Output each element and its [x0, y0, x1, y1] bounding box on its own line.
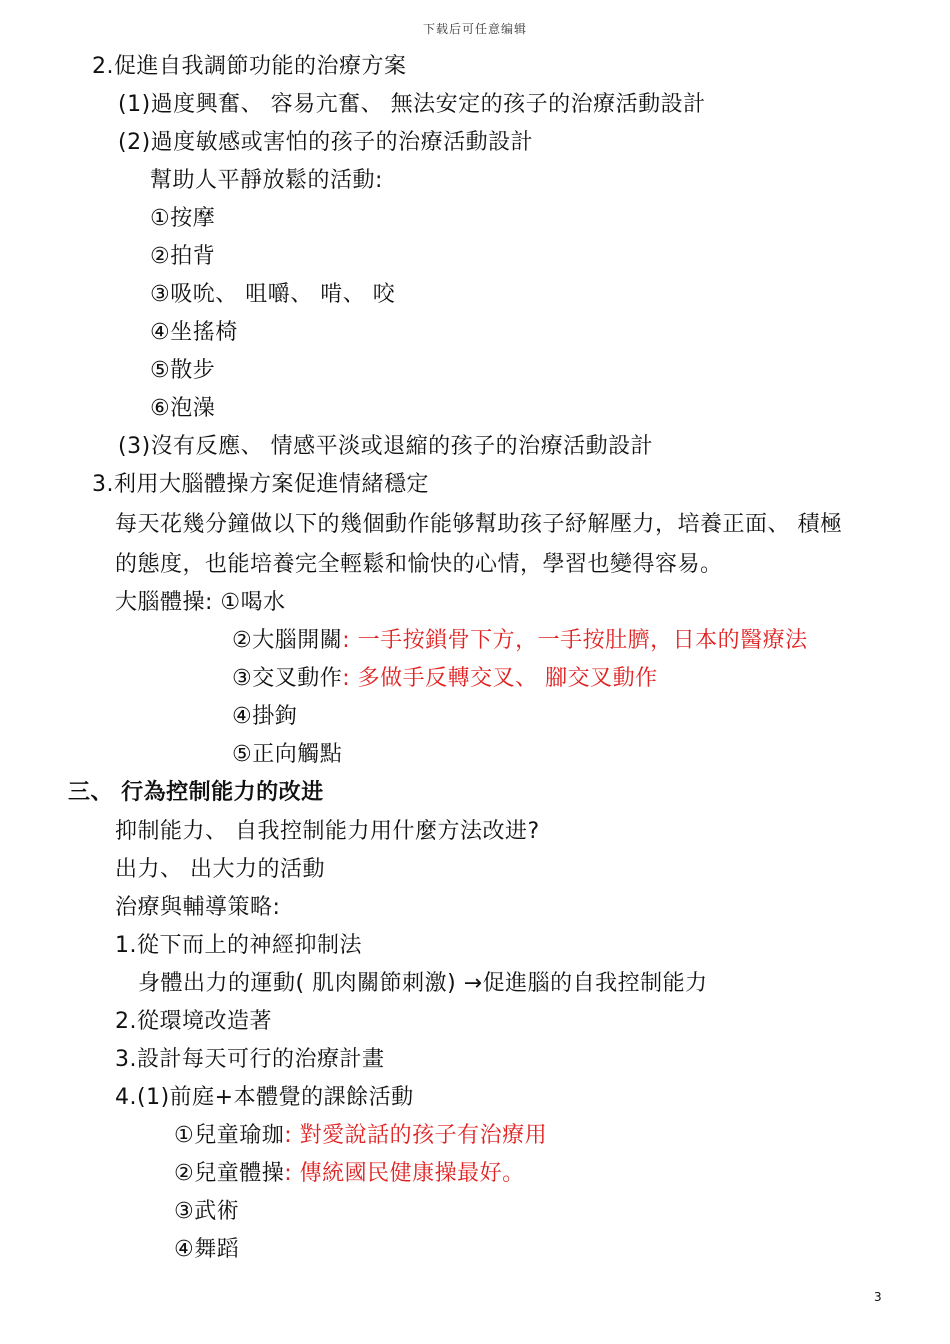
- strategy-item-1: 1.從下而上的神經抑制法: [115, 933, 362, 958]
- page-number: 3: [874, 1290, 882, 1304]
- section-2-title: 2.促進自我調節功能的治療方案: [92, 54, 407, 79]
- chapter-3-heading: 三、 行為控制能力的改进: [68, 780, 324, 805]
- brain-gym-item-4: ④掛鉤: [232, 704, 298, 729]
- chapter-3-answer: 出力、 出大力的活動: [115, 857, 325, 882]
- activity-dance: ④舞蹈: [174, 1237, 240, 1262]
- calm-activity-6: ⑥泡澡: [150, 396, 216, 421]
- section-2-item-2: (2)過度敏感或害怕的孩子的治療活動設計: [118, 130, 534, 155]
- activity-yoga-label: ①兒童瑜珈: [174, 1123, 285, 1148]
- brain-gym-item-3: [232, 664, 658, 694]
- activity-martial-arts: ③武術: [174, 1199, 240, 1224]
- activity-gymnastics: [174, 1159, 525, 1189]
- strategy-title: 治療與輔導策略:: [115, 895, 281, 920]
- page-header: 下载后可任意编辑: [422, 22, 527, 36]
- section-3-paragraph-line-2: 的態度，也能培養完全輕鬆和愉快的心情，學習也變得容易。: [115, 552, 723, 577]
- strategy-item-1-detail: 身體出力的運動( 肌肉關節刺激) →促進腦的自我控制能力: [138, 971, 708, 996]
- calm-activity-1: ①按摩: [150, 206, 216, 231]
- activity-yoga: [174, 1121, 547, 1151]
- section-2-item-1: (1)過度興奮、 容易亢奮、 無法安定的孩子的治療活動設計: [118, 92, 706, 117]
- chapter-3-question: 抑制能力、 自我控制能力用什麼方法改进?: [115, 819, 540, 844]
- brain-gym-item-5: ⑤正向觸點: [232, 742, 343, 767]
- brain-gym-item-3-note: : 多做手反轉交叉、 腳交叉動作: [342, 666, 658, 691]
- activity-gymnastics-note: : 傳統國民健康操最好。: [284, 1161, 525, 1186]
- brain-gym-item-2-note: : 一手按鎖骨下方，一手按肚臍，日本的醫療法: [342, 628, 808, 653]
- brain-gym-item-2: [232, 626, 808, 656]
- calm-activities-title: 幫助人平靜放鬆的活動:: [150, 168, 383, 193]
- activity-gymnastics-label: ②兒童體操: [174, 1161, 285, 1186]
- strategy-item-3: 3.設計每天可行的治療計畫: [115, 1047, 385, 1072]
- activity-yoga-note: : 對愛說話的孩子有治療用: [284, 1123, 548, 1148]
- section-3-paragraph-line-1: 每天花幾分鐘做以下的幾個動作能够幫助孩子紓解壓力，培養正面、 積極: [115, 512, 843, 537]
- calm-activity-5: ⑤散步: [150, 358, 216, 383]
- strategy-item-4: 4.(1)前庭+本體覺的課餘活動: [115, 1085, 414, 1110]
- brain-gym-item-2-label: ②大腦開關: [232, 628, 343, 653]
- brain-gym-item-3-label: ③交叉動作: [232, 666, 343, 691]
- calm-activity-3: ③吸吮、 咀嚼、 啃、 咬: [150, 282, 396, 307]
- calm-activity-2: ②拍背: [150, 244, 216, 269]
- strategy-item-2: 2.從環境改造著: [115, 1009, 272, 1034]
- section-2-item-3: (3)沒有反應、 情感平淡或退縮的孩子的治療活動設計: [118, 434, 654, 459]
- brain-gym-title: 大腦體操: ①喝水: [115, 590, 286, 615]
- section-3-title: 3.利用大腦體操方案促進情緒穩定: [92, 472, 429, 497]
- calm-activity-4: ④坐搖椅: [150, 320, 238, 345]
